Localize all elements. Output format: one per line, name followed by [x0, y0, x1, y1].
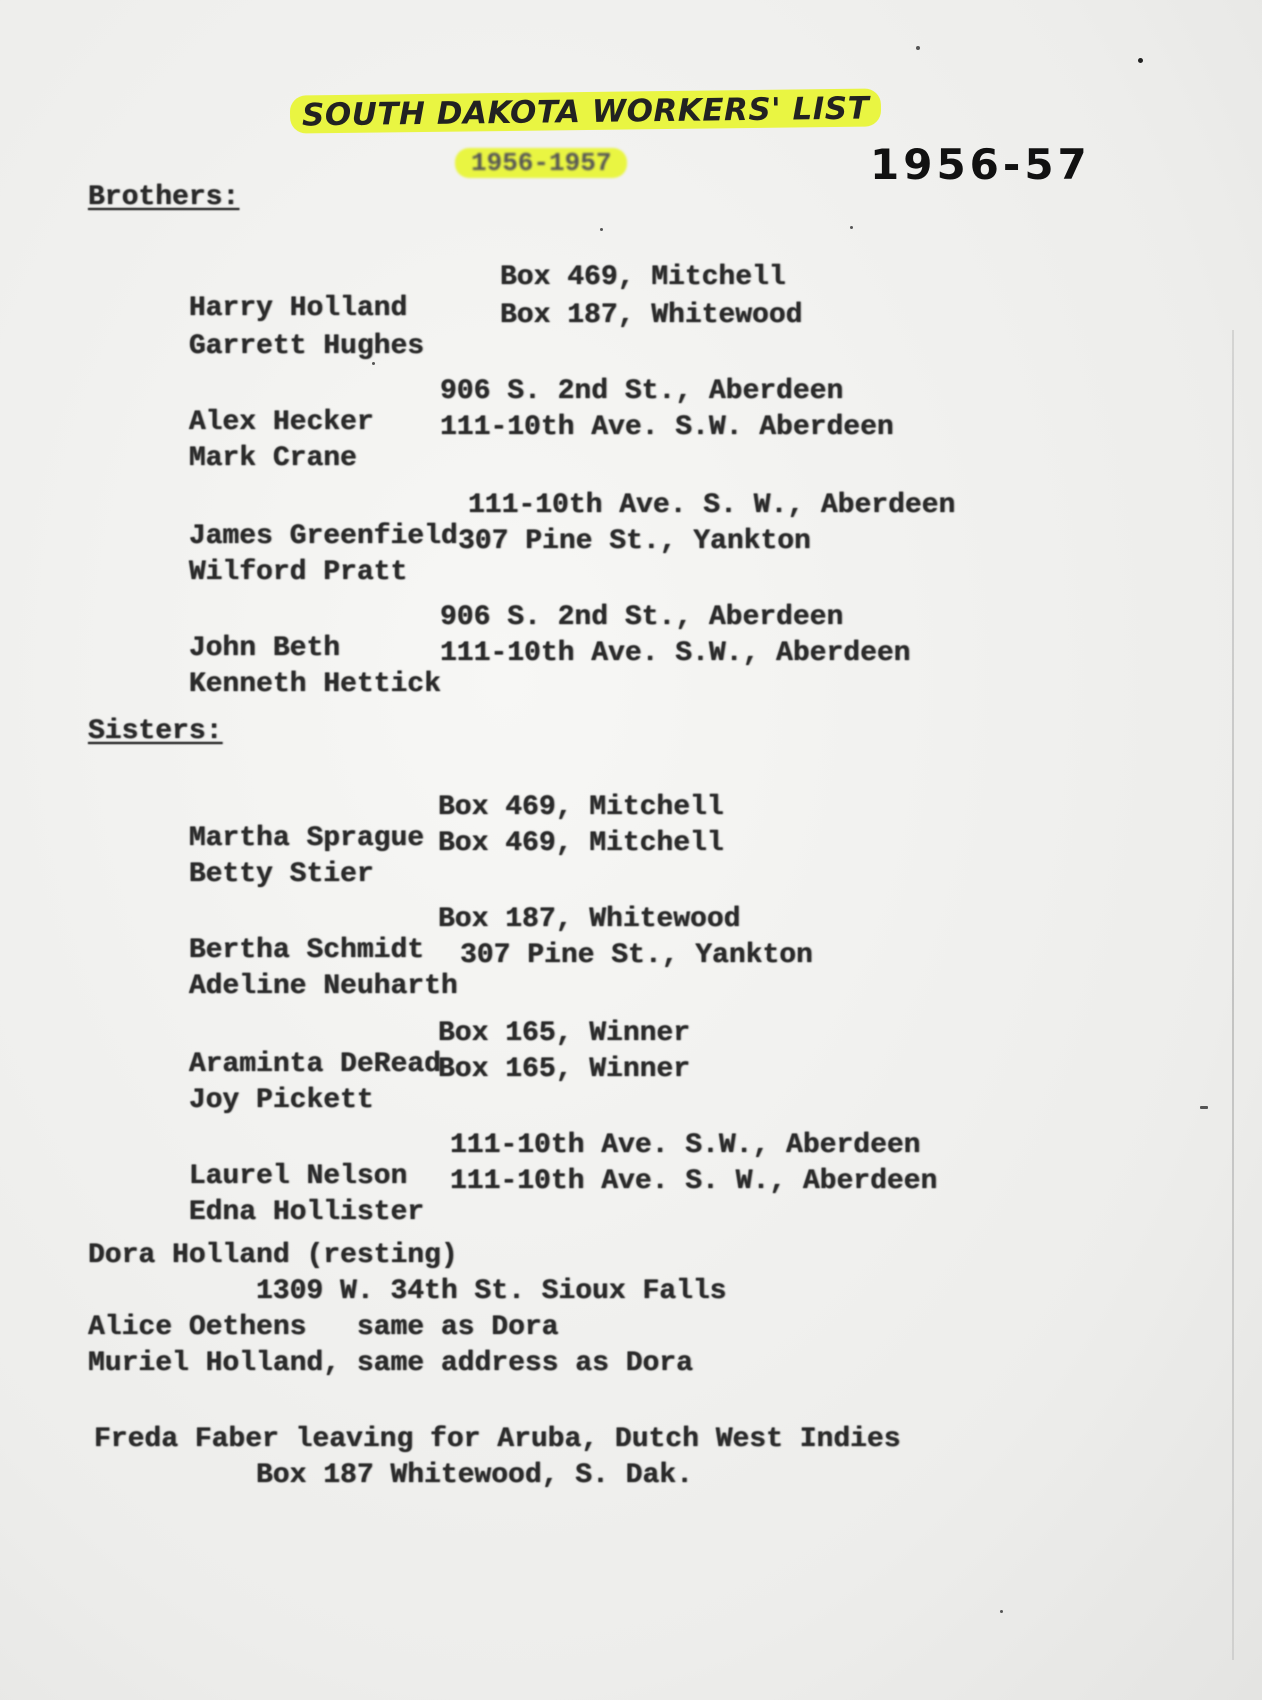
worker-address: Box 165, Winner	[438, 1018, 691, 1049]
note-dora: Dora Holland (resting)	[88, 1240, 458, 1271]
worker-name: James Greenfield	[188, 521, 458, 552]
title-area	[290, 90, 881, 134]
scan-speck	[1000, 1610, 1003, 1613]
worker-name: Kenneth Hettick	[188, 669, 441, 700]
scan-speck	[916, 46, 920, 50]
scan-speck	[1138, 58, 1143, 63]
worker-name: Bertha Schmidt	[188, 935, 425, 966]
note-dora-address: 1309 W. 34th St. Sioux Falls	[256, 1276, 727, 1307]
scan-speck	[372, 362, 375, 365]
worker-address: 307 Pine St., Yankton	[460, 940, 813, 971]
worker-address: 307 Pine St., Yankton	[458, 526, 811, 557]
worker-name: Harry Holland	[188, 293, 408, 324]
worker-name: Laurel Nelson	[188, 1161, 408, 1192]
worker-name: John Beth	[188, 633, 341, 664]
worker-name: Joy Pickett	[188, 1085, 374, 1116]
worker-name: Martha Sprague	[188, 823, 425, 854]
brothers-heading: Brothers:	[88, 182, 240, 213]
worker-address: Box 469, Mitchell	[438, 828, 724, 859]
worker-name: Adeline Neuharth	[188, 971, 458, 1002]
note-muriel: Muriel Holland, same address as Dora	[88, 1348, 693, 1379]
list-item	[88, 1166, 938, 1290]
worker-address: 111-10th Ave. S.W., Aberdeen	[450, 1130, 921, 1161]
worker-address: Box 187, Whitewood	[500, 300, 803, 331]
worker-name: Alex Hecker	[188, 407, 374, 438]
note-alice: Alice Oethens same as Dora	[88, 1312, 559, 1343]
worker-name: Wilford Pratt	[188, 557, 408, 588]
worker-address: 906 S. 2nd St., Aberdeen	[440, 602, 844, 633]
scan-speck	[850, 226, 853, 229]
note-freda: Freda Faber leaving for Aruba, Dutch West Indies	[94, 1424, 901, 1455]
worker-name: Garrett Hughes	[188, 331, 425, 362]
worker-name: Mark Crane	[188, 443, 357, 474]
worker-address: Box 165, Winner	[438, 1054, 691, 1085]
worker-name: Araminta DeRead	[188, 1049, 441, 1080]
worker-address: 111-10th Ave. S. W., Aberdeen	[468, 490, 956, 521]
sisters-heading: Sisters:	[88, 716, 223, 747]
worker-address: 906 S. 2nd St., Aberdeen	[440, 376, 844, 407]
worker-name: Betty Stier	[188, 859, 374, 890]
scan-speck	[1200, 1106, 1208, 1109]
worker-address: 111-10th Ave. S.W., Aberdeen	[440, 638, 911, 669]
worker-address: Box 469, Mitchell	[500, 262, 786, 293]
worker-address: 111-10th Ave. S.W. Aberdeen	[440, 412, 894, 443]
note-freda-address: Box 187 Whitewood, S. Dak.	[256, 1460, 693, 1491]
worker-name: Edna Hollister	[188, 1197, 425, 1228]
worker-address: 111-10th Ave. S. W., Aberdeen	[450, 1166, 938, 1197]
document-subtitle: 1956-1957	[455, 148, 627, 178]
scan-speck	[600, 228, 603, 231]
year-annotation: 1956-57	[870, 140, 1091, 189]
worker-address: Box 187, Whitewood	[438, 904, 741, 935]
worker-address: Box 469, Mitchell	[438, 792, 724, 823]
page-edge-shadow	[1232, 330, 1234, 1660]
document-title: SOUTH DAKOTA WORKERS' LIST	[290, 88, 882, 133]
